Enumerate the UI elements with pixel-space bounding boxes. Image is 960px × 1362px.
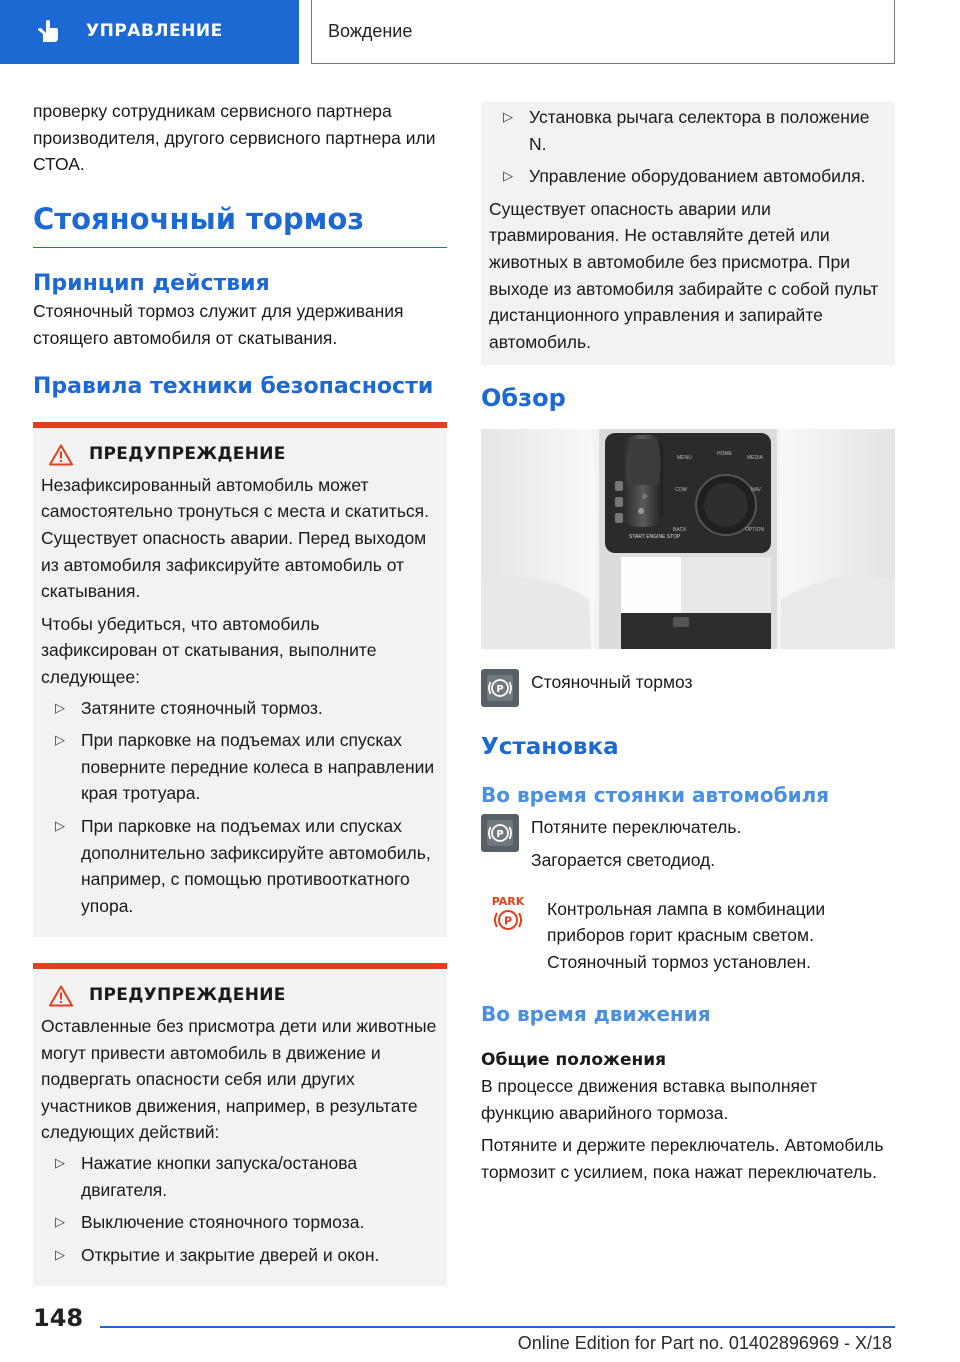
- warning-title-row: [41, 983, 439, 1009]
- p-label: P: [643, 494, 648, 501]
- list-item: [41, 1209, 439, 1236]
- nav-label: NAV: [751, 486, 761, 493]
- warning-box-2: [33, 963, 447, 1286]
- list-item: [41, 1150, 439, 1203]
- warning-list: [41, 695, 439, 920]
- pull-switch-row: [481, 814, 895, 873]
- list-item-text: При парковке на подъемах или спусках поверните передние колеса в направлении края тротуара.: [81, 730, 435, 804]
- parking-brake-switch-icon: [481, 669, 519, 707]
- svg-text:P: P: [503, 914, 513, 928]
- park-indicator-label: PARK: [491, 894, 525, 908]
- list-marker: ▷: [503, 168, 513, 184]
- list-item-text: Открытие и закрытие дверей и окон.: [81, 1244, 380, 1265]
- list-item-text: Управление оборудованием автомобиля.: [529, 166, 866, 187]
- home-label: HOME: [717, 450, 732, 457]
- footer-edition: Online Edition for Part no. 01402896969 - X/18: [517, 1333, 892, 1353]
- warning-text-2: Чтобы убедиться, что автомобиль зафиксирован от скатывания, выполните следующее:: [41, 613, 377, 687]
- warning-title-row: [41, 442, 439, 468]
- option-label: OPTION: [745, 526, 765, 533]
- led-text: Загорается светодиод.: [531, 850, 716, 871]
- center-console-photo: [481, 429, 895, 649]
- list-marker: ▷: [55, 699, 65, 715]
- svg-text:P: P: [496, 829, 504, 841]
- left-column: [33, 98, 447, 1286]
- list-item: [41, 813, 439, 919]
- list-marker: ▷: [503, 109, 513, 124]
- start-stop-label: START ENGINE STOP: [629, 533, 681, 540]
- right-column: [481, 102, 895, 1186]
- list-marker: ▷: [55, 1246, 65, 1262]
- park-indicator-icon: [481, 896, 535, 950]
- parked-heading: Во время стоянки автомобиля: [481, 783, 830, 808]
- list-item: [41, 1242, 439, 1269]
- overview-heading: Обзор: [481, 384, 566, 413]
- list-item: [489, 163, 887, 190]
- list-item-text: Выключение стояночного тормоза.: [81, 1212, 365, 1233]
- list-marker: ▷: [55, 732, 65, 748]
- footer-divider: [100, 1326, 895, 1328]
- menu-label: MENU: [677, 454, 692, 461]
- list-marker: ▷: [55, 1155, 65, 1171]
- list-item: [41, 695, 439, 722]
- intro-text: проверку сотрудникам сервисного партнера производителя, другого сервисного партнера или СТОА.: [33, 101, 436, 175]
- list-item-text: Затяните стояночный тормоз.: [81, 697, 323, 718]
- list-item-text: Установка рычага селектора в положение N.: [529, 107, 870, 154]
- pull-switch-text-block: [531, 814, 741, 873]
- page-title: Стояночный тормоз: [33, 201, 365, 236]
- section-tab[interactable]: [0, 0, 299, 64]
- warning-text: Незафиксированный автомобиль может самостоятельно тронуться с места и скатиться. Существует опасность аварии. Перед выходом из автомобиля зафиксируйте автомобиль от скатывания.: [41, 474, 430, 602]
- media-label: MEDIA: [747, 454, 763, 461]
- setup-heading: Установка: [481, 733, 619, 760]
- svg-text:P: P: [496, 683, 504, 695]
- safety-heading: Правила техники безопасности: [33, 374, 434, 400]
- warning-box-1: [33, 422, 447, 937]
- list-item-text: Нажатие кнопки запуска/останова двигателя.: [81, 1153, 358, 1200]
- warning-continuation-box: [481, 102, 895, 365]
- general-text-1: В процессе движения вставка выполняет функцию аварийного тормоза.: [481, 1076, 818, 1123]
- general-text-2: Потяните и держите переключатель. Автомобиль тормозит с усилием, пока нажат переключатель.: [481, 1135, 884, 1182]
- parking-brake-caption: Стояночный тормоз: [531, 671, 693, 692]
- general-heading: Общие положения: [481, 1050, 667, 1071]
- pull-switch-text: Потяните переключатель.: [531, 817, 742, 838]
- principle-heading: Принцип действия: [33, 270, 270, 296]
- warning-list: [41, 1150, 439, 1268]
- list-item: [489, 104, 887, 157]
- page-number: 148: [33, 1304, 84, 1332]
- com-label: COM: [675, 486, 687, 493]
- indicator-row: [481, 896, 895, 976]
- list-item: [41, 727, 439, 807]
- driving-heading: Во время движения: [481, 1002, 711, 1027]
- continued-list: [489, 102, 887, 190]
- warning-triangle-icon: [49, 443, 75, 467]
- title-block: [33, 202, 447, 248]
- list-item-text: При парковке на подъемах или спусках дополнительно зафиксируйте автомобиль, например, с помощью противооткатного упора.: [81, 815, 431, 916]
- principle-text: Стояночный тормоз служит для удерживания стоящего автомобиля от скатывания.: [33, 301, 404, 348]
- chapter-title: Вождение: [311, 0, 895, 64]
- parking-brake-switch-icon: [481, 814, 519, 852]
- indicator-text: Контрольная лампа в комбинации приборов горит красным светом. Стояночный тормоз установлен.: [547, 898, 826, 972]
- warning-title: ПРЕДУПРЕЖДЕНИЕ: [89, 985, 286, 1006]
- warning-triangle-icon: [49, 984, 75, 1008]
- back-label: BACK: [673, 526, 687, 533]
- section-label: УПРАВЛЕНИЕ: [86, 21, 223, 42]
- steering-hand-icon: [34, 17, 78, 47]
- warning-text: Оставленные без присмотра дети или животные могут привести автомобиль в движение и подвергать опасности себя или других участников движения, например, в результате следующих действий:: [41, 1016, 437, 1143]
- parking-brake-legend: [481, 669, 895, 707]
- list-marker: ▷: [55, 1214, 65, 1230]
- warning-title: ПРЕДУПРЕЖДЕНИЕ: [89, 443, 286, 464]
- continued-text: Существует опасность аварии или травмирования. Не оставляйте детей или животных в автомобиле без присмотра. При выходе из автомобиля забирайте с собой пульт дистанционного управления и запирайте автомобиль.: [489, 198, 879, 352]
- list-marker: ▷: [55, 817, 65, 833]
